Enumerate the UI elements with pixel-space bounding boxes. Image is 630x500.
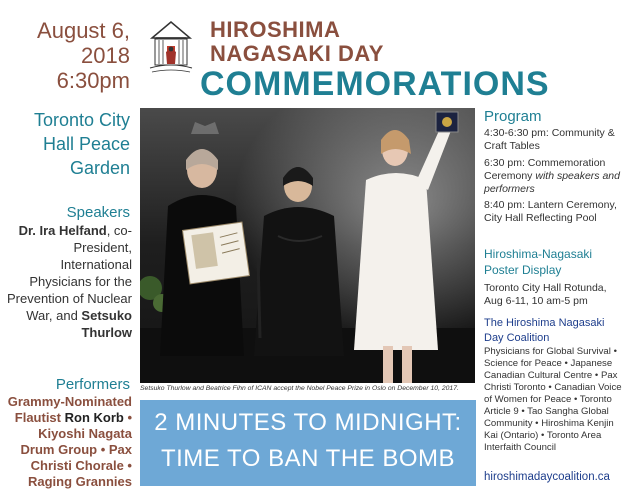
speaker-name: Setsuko Thurlow	[81, 308, 132, 340]
coalition-heading: The Hiroshima Nagasaki Day Coalition	[484, 317, 605, 344]
photo-caption: Setsuko Thurlow and Beatrice Fihn of ICAN accept the Nobel Peace Prize in Oslo on December 10, 2017.	[140, 385, 459, 392]
program-item	[484, 157, 626, 196]
venue-line: Toronto City	[33, 110, 130, 130]
website-link[interactable]: hiroshimadaycoalition.ca	[484, 471, 610, 483]
header-title-line2: NAGASAKI DAY	[210, 41, 384, 66]
speakers-list	[4, 222, 132, 341]
coalition-members: Physicians for Global Survival • Science for Peace • Japanese Canadian Cultural Centre • Pax Christi Toronto • Canadian Voice of Women for Peace • Toronto Article 9 • Tao Sangha Global Community • Hiroshima Kenjin Kai (Ontario) • Toronto Area Interfaith Council	[484, 346, 622, 453]
program-heading: Program	[484, 108, 542, 125]
venue-line: Garden	[69, 158, 130, 178]
year-line: 2018	[81, 43, 130, 68]
program-item: 4:30-6:30 pm: Community & Craft Tables	[484, 127, 615, 152]
speaker-description: , co-President, International Physicians for the Prevention of Nuclear War, and	[6, 223, 132, 323]
ceremony-photo	[140, 108, 475, 383]
date-line: August 6,	[37, 18, 130, 43]
poster-heading: Hiroshima-Nagasaki Poster Display	[484, 247, 593, 277]
performer-name: Ron Korb	[64, 410, 124, 425]
program-item: 8:40 pm: Lantern Ceremony, City Hall Reflecting Pool	[484, 199, 617, 224]
time-line: 6:30pm	[56, 68, 130, 93]
performer-text: • Kiyoshi Nagata Drum Group • Pax Christi Chorale • Raging Grannies	[20, 410, 132, 489]
slogan-line2: TIME TO BAN THE BOMB	[160, 445, 456, 472]
poster-details: Toronto City Hall Rotunda, Aug 6-11, 10 am-5 pm	[484, 282, 607, 307]
program-item-text: 6:30 pm: Commemoration Ceremony	[484, 157, 606, 182]
venue	[14, 108, 130, 180]
performer-text: Grammy-Nominated Flautist	[7, 394, 132, 425]
speaker-name: Dr. Ira Helfand	[18, 223, 107, 238]
header-title-line1: HIROSHIMA	[210, 17, 341, 42]
program-item-emphasis: with speakers and performers	[484, 170, 620, 195]
performers-heading: Performers	[55, 376, 130, 393]
slogan-line1: 2 MINUTES TO MIDNIGHT:	[154, 409, 462, 436]
memorial-logo-icon	[148, 18, 194, 78]
venue-line: Hall Peace	[42, 134, 130, 154]
event-date	[18, 18, 130, 93]
speakers-heading: Speakers	[66, 204, 130, 221]
performers-list	[4, 394, 132, 490]
header-title-line3: COMMEMORATIONS	[200, 65, 550, 103]
